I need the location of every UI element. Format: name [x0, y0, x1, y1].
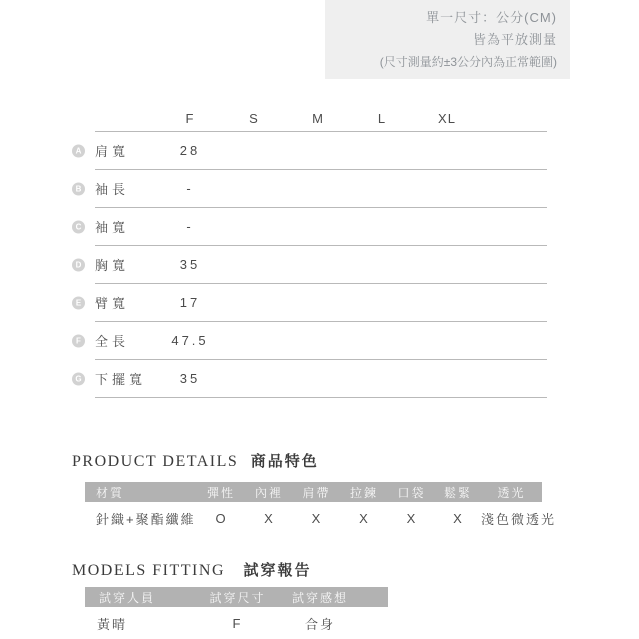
row-value-f: - — [186, 181, 194, 196]
row-label: 袖長 — [95, 182, 130, 197]
note-line-tolerance: (尺寸測量約±3公分內為正常範圍) — [379, 55, 557, 69]
table-row-arm-width — [75, 284, 547, 322]
table-row-total-length — [76, 322, 547, 360]
pd-value-elastic-band: X — [453, 510, 463, 526]
row-label: 胸寬 — [95, 258, 130, 273]
note-line-unit: 單一尺寸：公分(CM) — [426, 10, 557, 25]
mf-header-size: 試穿尺寸 — [209, 590, 266, 605]
mf-header-model: 試穿人員 — [99, 590, 156, 605]
pd-value-straps: X — [311, 510, 322, 526]
size-col-l: L — [377, 110, 387, 126]
table-row-chest-width — [75, 246, 547, 284]
size-col-xl: XL — [438, 110, 456, 126]
measurement-note-box — [325, 0, 570, 79]
product-details-heading-en: PRODUCT DETAILS — [72, 453, 239, 470]
models-fitting-header-row — [85, 587, 388, 607]
size-col-f: F — [185, 110, 195, 126]
product-details-header-row — [85, 482, 542, 502]
row-label: 下擺寬 — [95, 372, 147, 387]
size-table-header-row — [95, 105, 547, 132]
badge-c: C — [72, 220, 85, 233]
table-row-shoulder-width — [75, 132, 547, 170]
mf-header-comment: 試穿感想 — [291, 590, 348, 605]
pd-header-elasticity: 彈性 — [206, 485, 235, 500]
pd-value-sheerness: 淺色微透光 — [481, 511, 557, 527]
row-label: 袖寬 — [95, 220, 130, 235]
row-value-f: 17 — [179, 295, 201, 310]
row-value-f: 47.5 — [171, 333, 209, 348]
pd-value-zipper: X — [359, 510, 369, 526]
mf-value-model: 黃晴 — [97, 616, 128, 632]
pd-value-material: 針織+聚酯纖維 — [96, 511, 196, 527]
size-col-m: M — [312, 110, 324, 126]
product-details-heading — [72, 450, 319, 471]
product-details-heading-zh: 商品特色 — [250, 453, 319, 470]
pd-header-pockets: 口袋 — [397, 485, 426, 500]
models-fitting-heading-zh: 試穿報告 — [243, 562, 312, 579]
badge-f: F — [72, 334, 85, 347]
pd-header-zipper: 拉鍊 — [349, 485, 378, 500]
table-row-hem-width — [75, 360, 547, 398]
mf-value-comment: 合身 — [304, 616, 335, 632]
pd-value-pockets: X — [406, 510, 417, 526]
pd-header-material: 材質 — [96, 485, 125, 500]
badge-d: D — [72, 258, 85, 271]
size-table — [75, 105, 547, 398]
pd-value-elasticity: O — [215, 510, 227, 526]
row-value-f: 28 — [179, 143, 201, 158]
badge-e: E — [72, 296, 85, 309]
row-label: 臂寬 — [95, 296, 130, 311]
pd-header-sheerness: 透光 — [497, 485, 526, 500]
models-fitting-heading — [72, 559, 311, 580]
table-row-sleeve-width — [75, 208, 547, 246]
size-col-s: S — [249, 110, 259, 126]
models-fitting-data-row — [85, 611, 388, 635]
models-fitting-heading-en: MODELS FITTING — [72, 562, 225, 579]
row-label: 全長 — [95, 334, 130, 349]
pd-value-lining: X — [264, 510, 274, 526]
pd-header-straps: 肩帶 — [302, 485, 331, 500]
badge-a: A — [72, 144, 85, 157]
row-value-f: 35 — [179, 257, 201, 272]
table-row-sleeve-length — [75, 170, 547, 208]
pd-header-elastic-band: 鬆緊 — [443, 485, 472, 500]
mf-value-size: F — [232, 615, 243, 631]
row-value-f: 35 — [179, 371, 201, 386]
product-details-data-row — [85, 506, 557, 530]
badge-b: B — [72, 182, 85, 195]
badge-g: G — [72, 372, 85, 385]
row-value-f: - — [186, 219, 194, 234]
pd-header-lining: 內裡 — [254, 485, 283, 500]
note-line-flat: 皆為平放測量 — [472, 32, 557, 47]
row-label: 肩寬 — [95, 144, 130, 159]
